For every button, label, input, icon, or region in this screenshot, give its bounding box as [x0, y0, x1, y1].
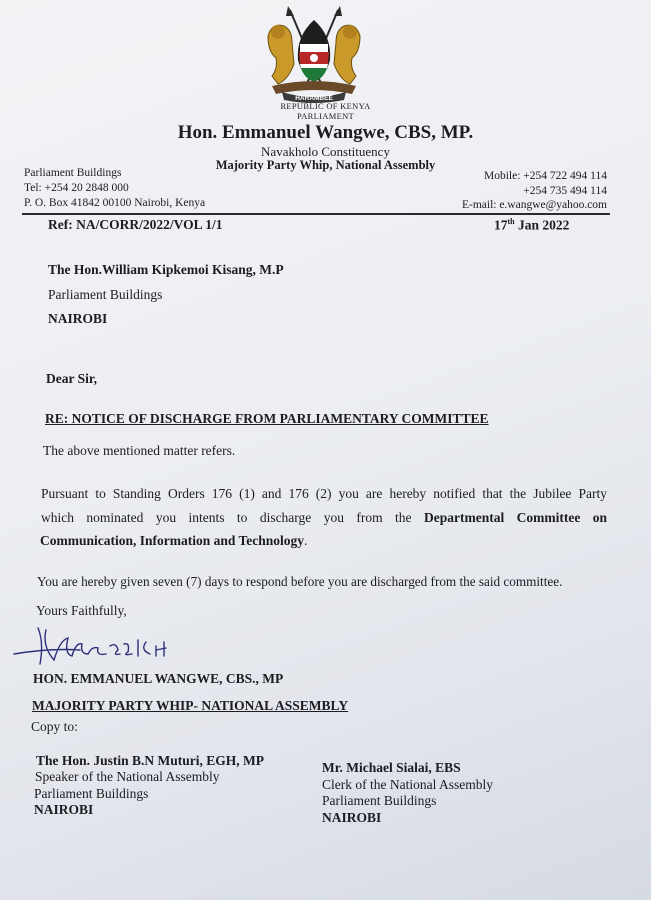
- letter-date: [494, 217, 569, 234]
- email-line: E-mail: e.wangwe@yahoo.com: [461, 199, 607, 211]
- recipient-address: Parliament Buildings: [48, 287, 163, 302]
- date-rest: Jan 2022: [514, 217, 570, 233]
- date-day: 17: [494, 217, 508, 233]
- salutation: Dear Sir,: [46, 371, 98, 386]
- cc-left-address: Parliament Buildings: [34, 786, 149, 801]
- subject-line: RE: NOTICE OF DISCHARGE FROM PARLIAMENTARY COMMITTEE: [45, 411, 489, 426]
- cc-right-name: Mr. Michael Sialai, EBS: [322, 760, 461, 775]
- paragraph-2-text: which nominated you intents to discharge you from the: [41, 510, 412, 525]
- cc-right-title: Clerk of the National Assembly: [322, 777, 493, 792]
- paragraph-2-line-2: [41, 510, 607, 526]
- cc-right-city: NAIROBI: [322, 810, 382, 825]
- address-line-1: Parliament Buildings: [24, 167, 122, 179]
- paragraph-2-line-1: Pursuant to Standing Orders 176 (1) and 176 (2) you are hereby notified that the Jubilee Party: [41, 486, 607, 501]
- address-line-3: P. O. Box 41842 00100 Nairobi, Kenya: [24, 197, 206, 209]
- cc-left-city: NAIROBI: [34, 802, 94, 817]
- date-suffix: th: [507, 217, 515, 226]
- signatory-name: HON. EMMANUEL WANGWE, CBS., MP: [33, 671, 284, 686]
- committee-name-part-1: Departmental Committee on: [423, 510, 608, 525]
- header-divider: [22, 213, 610, 215]
- cc-right-address: Parliament Buildings: [322, 793, 437, 808]
- kenya-coat-of-arms-icon: [262, 6, 366, 106]
- recipient-name: The Hon.William Kipkemoi Kisang, M.P: [48, 262, 284, 277]
- paragraph-2-end: .: [304, 533, 308, 548]
- reference: Ref: NA/CORR/2022/VOL 1/1: [48, 217, 223, 232]
- cc-left-title: Speaker of the National Assembly: [35, 769, 220, 784]
- mobile-line-1: Mobile: +254 722 494 114: [484, 170, 607, 182]
- closing: Yours Faithfully,: [36, 603, 127, 618]
- handwritten-signature: [10, 620, 180, 670]
- crest-banner-text: HARAMBEE: [295, 95, 333, 102]
- mobile-line-2: +254 735 494 114: [523, 185, 607, 197]
- paragraph-1: The above mentioned matter refers.: [43, 443, 236, 458]
- signatory-title: MAJORITY PARTY WHIP- NATIONAL ASSEMBLY: [32, 698, 349, 713]
- sender-name: Hon. Emmanuel Wangwe, CBS, MP.: [177, 122, 474, 143]
- sender-role: Majority Party Whip, National Assembly: [215, 158, 436, 172]
- paragraph-3: You are hereby given seven (7) days to respond before you are discharged from the said committee.: [37, 574, 563, 589]
- committee-name-part-2: Communication, Information and Technology: [40, 533, 305, 548]
- address-line-2: Tel: +254 20 2848 000: [24, 182, 129, 194]
- parliament-label: PARLIAMENT: [297, 111, 354, 121]
- recipient-city: NAIROBI: [48, 311, 108, 326]
- constituency: Navakholo Constituency: [261, 144, 390, 159]
- cc-left-name: The Hon. Justin B.N Muturi, EGH, MP: [36, 753, 265, 768]
- paragraph-2-line-3: [40, 533, 307, 549]
- copy-to-label: Copy to:: [31, 719, 78, 734]
- republic-label: REPUBLIC OF KENYA: [280, 101, 371, 111]
